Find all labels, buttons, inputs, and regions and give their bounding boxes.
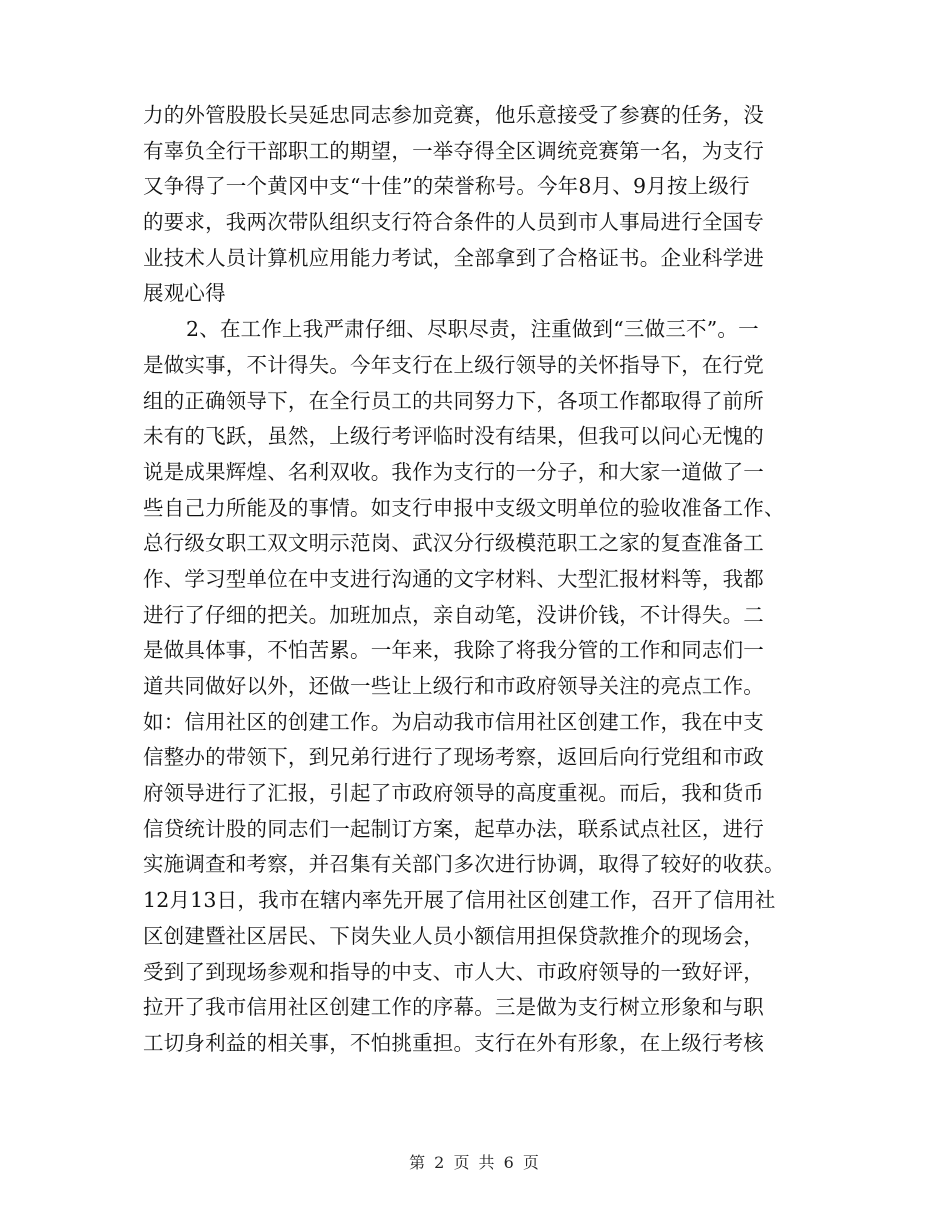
text-line: 又争得了一个黄冈中支“十佳”的荣誉称号。今年8月、9月按上级行 — [143, 174, 750, 199]
text-line: 组的正确领导下，在全行员工的共同努力下，各项工作都取得了前所 — [143, 388, 764, 413]
text-line: 总行级女职工双文明示范岗、武汉分行级模范职工之家的复查准备工 — [143, 531, 764, 556]
text-line: 受到了到现场参观和指导的中支、市人大、市政府领导的一致好评， — [143, 959, 764, 984]
text-line: 进行了仔细的把关。加班加点，亲自动笔，没讲价钱，不计得失。二 — [143, 602, 764, 627]
text-line: 业技术人员计算机应用能力考试，全部拿到了合格证书。企业科学进 — [143, 245, 764, 270]
text-line: 如：信用社区的创建工作。为启动我市信用社区创建工作，我在中支 — [143, 709, 764, 734]
paragraph — [143, 98, 808, 312]
paragraph — [143, 312, 808, 1061]
text-line: 未有的飞跃，虽然，上级行考评临时没有结果，但我可以问心无愧的 — [143, 424, 764, 449]
text-line: 区创建暨社区居民、下岗失业人员小额信用担保贷款推介的现场会， — [143, 923, 764, 948]
text-line: 道共同做好以外，还做一些让上级行和市政府领导关注的亮点工作。 — [143, 674, 764, 698]
text-line: 信贷统计股的同志们一起制订方案，起草办法，联系试点社区，进行 — [143, 816, 764, 841]
text-line: 些自己力所能及的事情。如支行申报中支级文明单位的验收准备工作、 — [143, 495, 785, 520]
text-line: 府领导进行了汇报，引起了市政府领导的高度重视。而后，我和货币 — [143, 781, 764, 806]
page-footer: 第 2 页 共 6 页 — [409, 1153, 541, 1172]
text-line: 展观心得 — [143, 281, 226, 306]
text-line: 是做实事，不计得失。今年支行在上级行领导的关怀指导下，在行党 — [143, 352, 764, 377]
text-line: 工切身利益的相关事，不怕挑重担。支行在外有形象，在上级行考核 — [143, 1030, 764, 1055]
text-line: 有辜负全行干部职工的期望，一举夺得全区调统竞赛第一名，为支行 — [143, 138, 764, 163]
text-line: 作、学习型单位在中支进行沟通的文字材料、大型汇报材料等，我都 — [143, 566, 764, 591]
text-line: 2、在工作上我严肃仔细、尽职尽责，注重做到“三做三不”。一 — [186, 317, 759, 342]
text-line: 力的外管股股长吴延忠同志参加竞赛，他乐意接受了参赛的任务，没 — [143, 103, 764, 127]
text-line: 的要求，我两次带队组织支行符合条件的人员到市人事局进行全国专 — [143, 210, 764, 235]
text-line: 是做具体事，不怕苦累。一年来，我除了将我分管的工作和同志们一 — [143, 638, 764, 663]
text-line: 说是成果辉煌、名利双收。我作为支行的一分子，和大家一道做了一 — [143, 459, 764, 484]
document-body — [143, 98, 808, 1062]
text-line: 实施调查和考察，并召集有关部门多次进行协调，取得了较好的收获。 — [143, 852, 785, 877]
text-line: 12月13日，我市在辖内率先开展了信用社区创建工作，召开了信用社 — [143, 888, 776, 913]
text-line: 拉开了我市信用社区创建工作的序幕。三是做为支行树立形象和与职 — [143, 995, 764, 1020]
text-line: 信整办的带领下，到兄弟行进行了现场考察，返回后向行党组和市政 — [143, 745, 764, 770]
